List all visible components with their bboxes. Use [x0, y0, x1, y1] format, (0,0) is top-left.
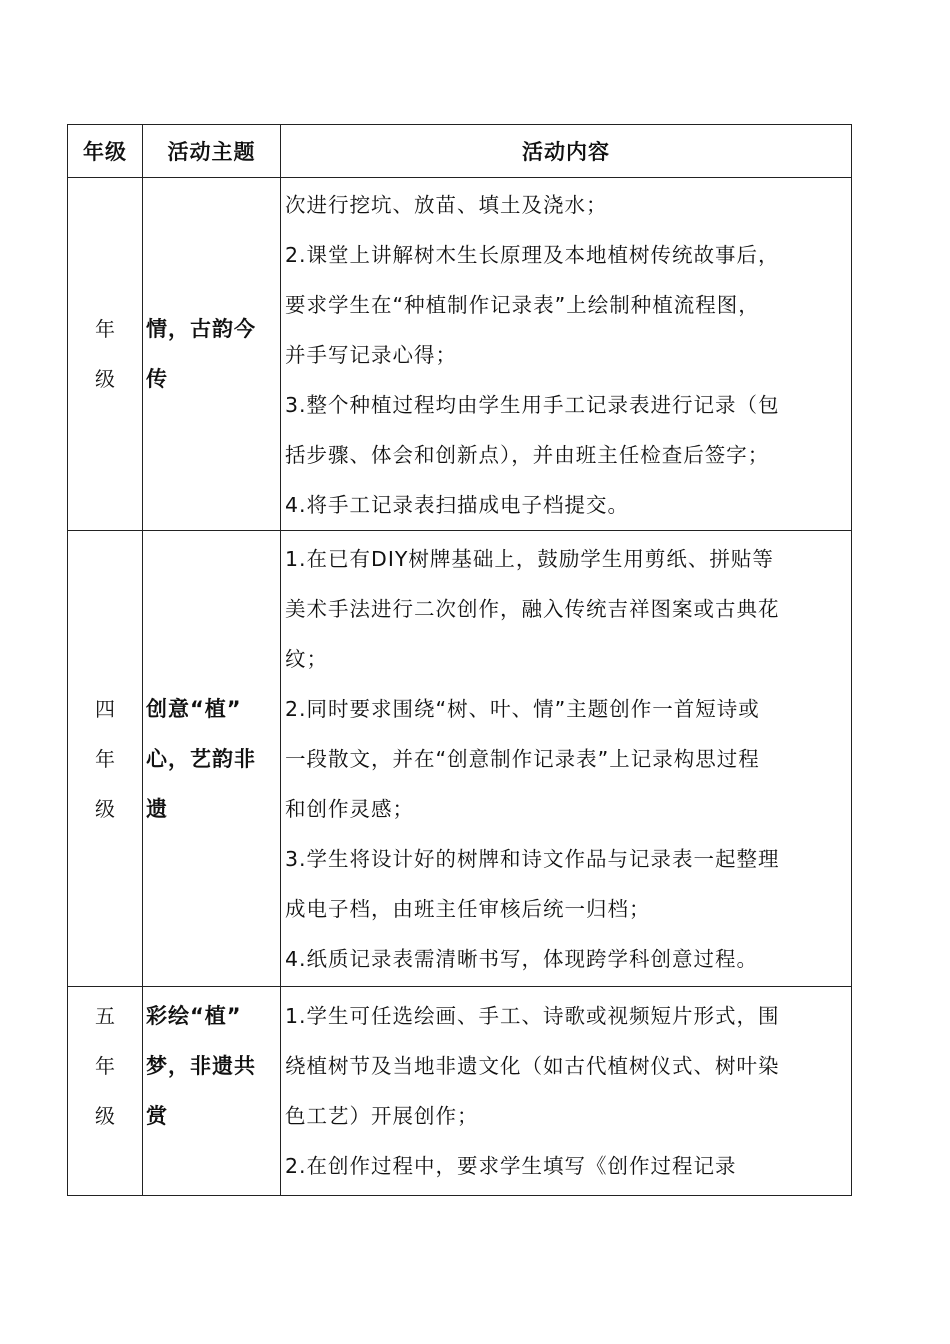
- table-row: [68, 178, 852, 531]
- content-line: 3.整个种植过程均由学生用手工记录表进行记录（包: [285, 393, 780, 417]
- content-line: 并手写记录心得；: [285, 343, 457, 367]
- grade-text: 级: [95, 1104, 115, 1128]
- content-line: 2.同时要求围绕“树、叶、情”主题创作一首短诗或: [285, 697, 760, 721]
- grade-text: 年: [95, 317, 115, 341]
- content-line: 2.课堂上讲解树木生长原理及本地植树传统故事后，: [285, 243, 780, 267]
- table-row: [68, 987, 852, 1196]
- grade-text: 四: [95, 696, 115, 721]
- theme-text: 遗: [146, 796, 168, 821]
- header-content: 活动内容: [281, 125, 852, 178]
- theme-cell: [143, 531, 281, 987]
- content-line: 4.将手工记录表扫描成电子档提交。: [285, 493, 630, 517]
- content-line: 色工艺）开展创作；: [285, 1104, 479, 1128]
- content-line: 美术手法进行二次创作，融入传统吉祥图案或古典花: [285, 597, 780, 621]
- theme-text: 赏: [146, 1104, 168, 1128]
- theme-text: 传: [146, 367, 168, 391]
- content-line: 3.学生将设计好的树牌和诗文作品与记录表一起整理: [285, 847, 780, 871]
- grade-cell: [68, 178, 143, 531]
- theme-text: 梦，非遗共: [146, 1054, 256, 1078]
- grade-text: 年: [95, 746, 115, 771]
- content-line: 1.学生可任选绘画、手工、诗歌或视频短片形式，围: [285, 1004, 780, 1028]
- theme-text: 心，艺韵非: [146, 746, 256, 771]
- content-line: 成电子档，由班主任审核后统一归档；: [285, 897, 651, 921]
- activity-table: [67, 124, 852, 1196]
- content-line: 4.纸质记录表需清晰书写，体现跨学科创意过程。: [285, 947, 759, 971]
- content-line: 括步骤、体会和创新点），并由班主任检查后签字；: [285, 443, 770, 467]
- content-cell: [281, 531, 852, 987]
- content-line: 1.在已有DIY树牌基础上，鼓励学生用剪纸、拼贴等: [285, 547, 774, 571]
- content-line: 和创作灵感；: [285, 797, 414, 821]
- content-line: 一段散文，并在“创意制作记录表”上记录构思过程: [285, 747, 760, 771]
- content-cell: [281, 987, 852, 1196]
- grade-text: 五: [95, 1004, 115, 1028]
- theme-cell: [143, 178, 281, 531]
- content-line: 要求学生在“种植制作记录表”上绘制种植流程图，: [285, 293, 760, 317]
- content-line: 次进行挖坑、放苗、填土及浇水；: [285, 193, 608, 217]
- theme-text: 彩绘“植”: [146, 1004, 242, 1028]
- header-theme: 活动主题: [143, 125, 281, 178]
- table-header-row: [68, 125, 852, 178]
- content-line: 纹；: [285, 647, 328, 671]
- content-line: 2.在创作过程中，要求学生填写《创作过程记录: [285, 1154, 737, 1178]
- theme-text: 情，古韵今: [146, 317, 256, 341]
- content-cell: [281, 178, 852, 531]
- grade-cell: [68, 987, 143, 1196]
- content-line: 绕植树节及当地非遗文化（如古代植树仪式、树叶染: [285, 1054, 780, 1078]
- grade-cell: [68, 531, 143, 987]
- header-grade: 年级: [68, 125, 143, 178]
- grade-text: 级: [95, 796, 115, 821]
- theme-text: 创意“植”: [146, 696, 242, 721]
- table-row: [68, 531, 852, 987]
- grade-text: 级: [95, 367, 115, 391]
- theme-cell: [143, 987, 281, 1196]
- grade-text: 年: [95, 1054, 115, 1078]
